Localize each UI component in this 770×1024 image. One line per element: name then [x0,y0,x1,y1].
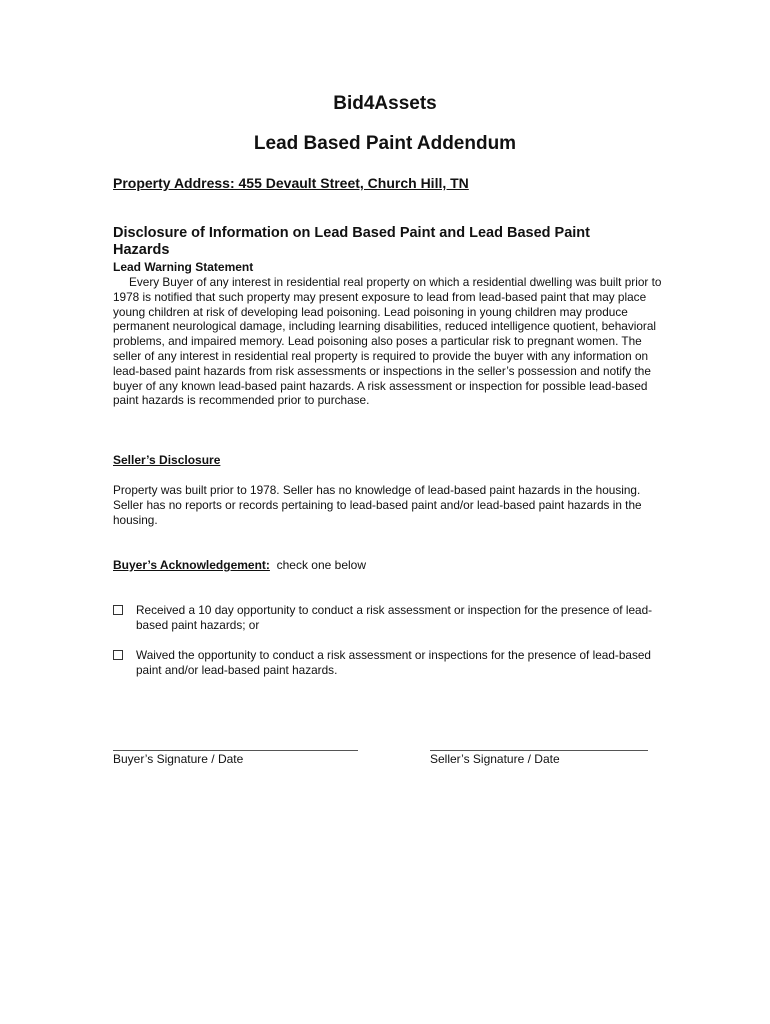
sellers-disclosure-text: Property was built prior to 1978. Seller has no knowledge of lead-based paint hazards in the housing. Seller has no reports or records pertaining to lead-based paint and/or lead-based paint hazards in the housing. [113,483,642,527]
buyer-signature-line[interactable] [113,750,358,751]
checkbox-received[interactable] [113,605,123,615]
checkbox-waived[interactable] [113,650,123,660]
lead-warning-statement [113,275,665,408]
buyers-acknowledgement-instruction: check one below [276,558,366,572]
buyers-acknowledgement [113,558,366,572]
seller-signature-line[interactable] [430,750,648,751]
sellers-disclosure-heading: Seller’s Disclosure [113,453,221,467]
disclosure-heading: Disclosure of Information on Lead Based Paint and Lead Based Paint Hazards [113,225,590,258]
lead-warning-title: Lead Warning Statement [113,260,254,274]
buyer-signature-label: Buyer’s Signature / Date [113,752,244,766]
acknowledgement-option-received [113,603,665,633]
org-name: Bid4Assets [333,93,437,114]
seller-signature-label: Seller’s Signature / Date [430,752,560,766]
option-waived-text: Waived the opportunity to conduct a risk assessment or inspections for the presence of lead-based paint and/or lead-based paint hazards. [136,648,651,677]
document-title: Lead Based Paint Addendum [253,133,517,154]
lead-warning-text: Every Buyer of any interest in residential real property on which a residential dwelling was built prior to 1978 is notified that such property may present exposure to lead from lead-based paint that may place young children at risk of developing lead poisoning. Lead poisoning in young children may produce permanent neurological damage, including learning disabilities, reduced intelligence quotient, behavioral problems, and impaired memory. Lead poisoning also poses a particular risk to pregnant women. The seller of any interest in residential real property is required to provide the buyer with any information on lead-based paint hazards from risk assessments or inspections in the seller’s possession and notify the buyer of any known lead-based paint hazards. A risk assessment or inspection for possible lead-based paint hazards is recommended prior to purchase. [113,275,662,408]
option-received-text: Received a 10 day opportunity to conduct a risk assessment or inspection for the presence of lead-based paint hazards; or [136,603,653,632]
buyers-acknowledgement-heading: Buyer’s Acknowledgement: [113,558,270,572]
property-address: Property Address: 455 Devault Street, Church Hill, TN [113,175,469,191]
acknowledgement-option-waived [113,648,665,678]
